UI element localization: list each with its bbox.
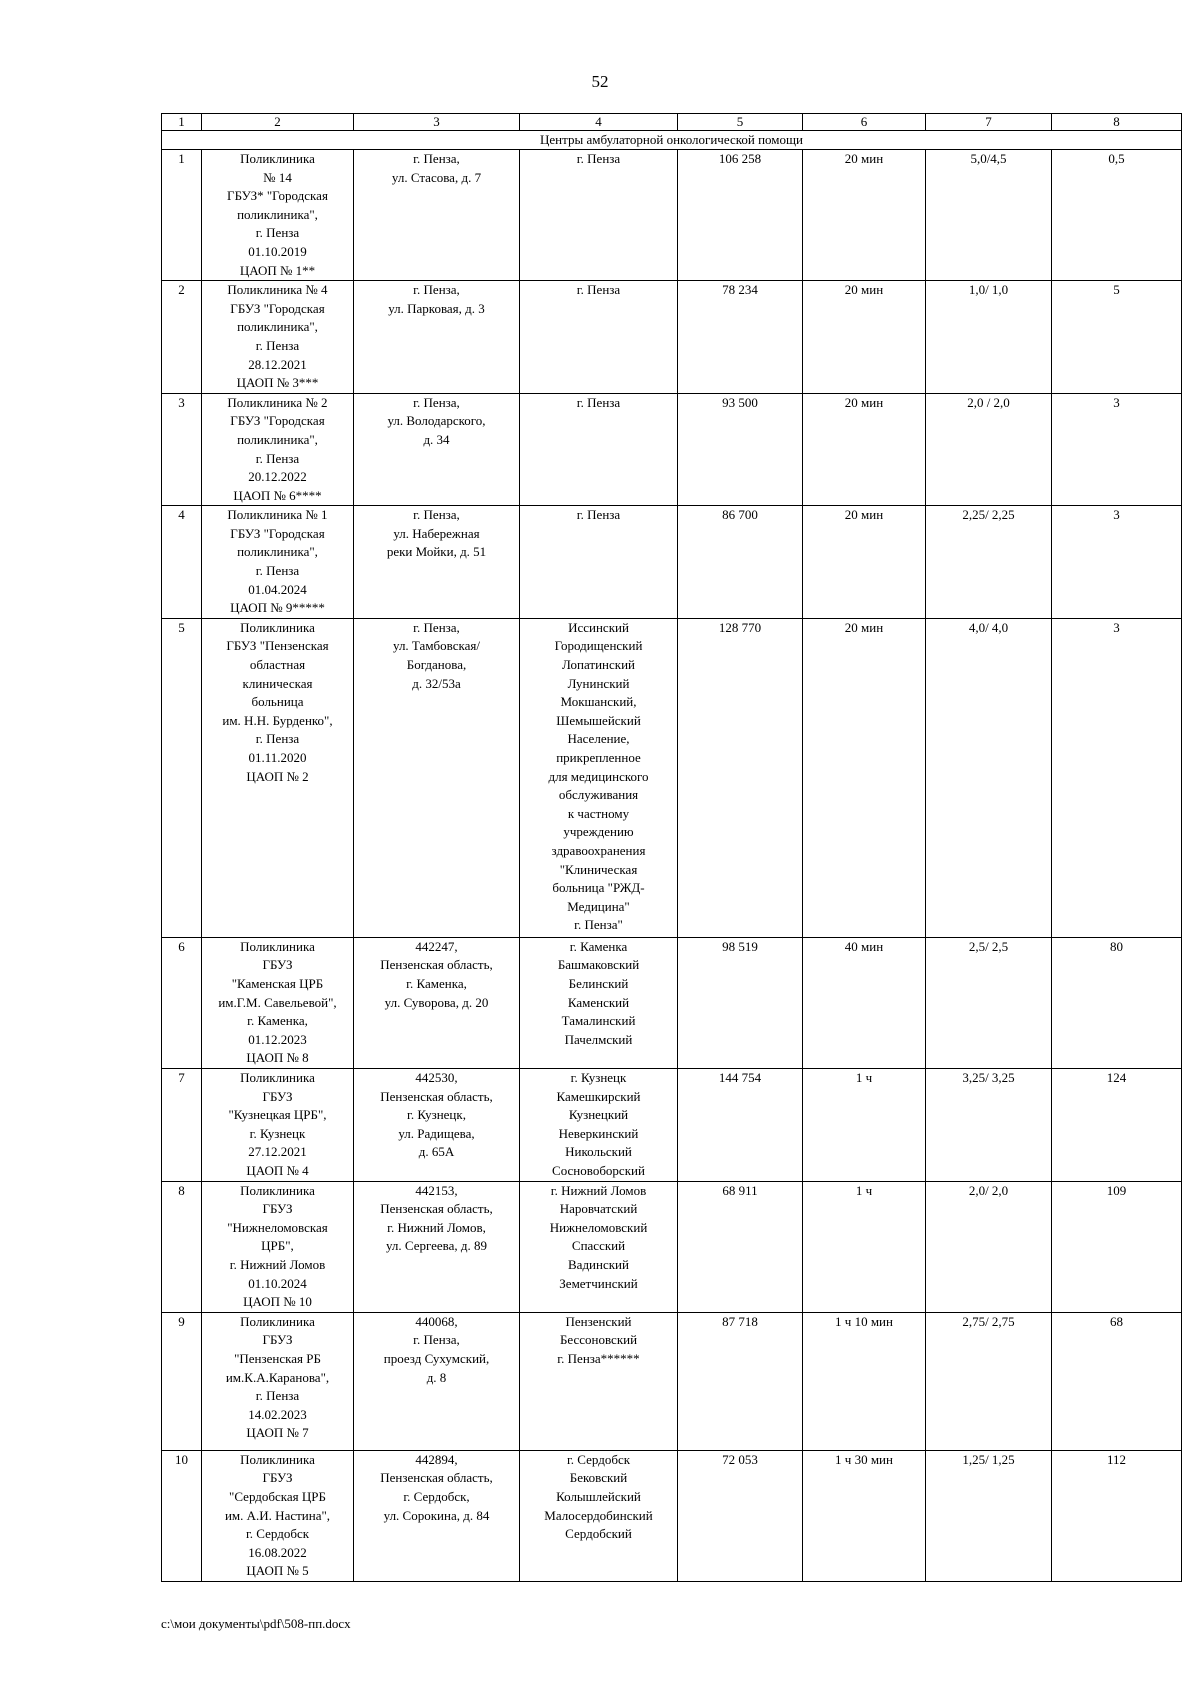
column-number: 2: [202, 114, 354, 131]
ratio-cell: 2,5/ 2,5: [926, 937, 1052, 1068]
table-row: [162, 1069, 1182, 1182]
address-cell: 442530, Пензенская область, г. Кузнецк, ул. Радищева, д. 65А: [354, 1069, 520, 1182]
ratio-cell: 2,0/ 2,0: [926, 1181, 1052, 1312]
table-row: [162, 937, 1182, 1068]
table-row: [162, 506, 1182, 619]
column-number: 3: [354, 114, 520, 131]
distance-cell: 3: [1052, 618, 1182, 937]
row-number: 4: [162, 506, 202, 619]
distance-cell: 80: [1052, 937, 1182, 1068]
footer-file-path: c:\мои документы\pdf\508-пп.docx: [161, 1616, 351, 1631]
distance-cell: 68: [1052, 1312, 1182, 1450]
row-number: 6: [162, 937, 202, 1068]
districts-cell: г. Пенза: [520, 281, 678, 394]
table-row: [162, 1181, 1182, 1312]
population-cell: 86 700: [678, 506, 803, 619]
column-number: 7: [926, 114, 1052, 131]
oncology-centers-table: [161, 113, 1182, 1582]
districts-cell: г. Пенза: [520, 506, 678, 619]
travel-time-cell: 20 мин: [803, 150, 926, 281]
ratio-cell: 2,25/ 2,25: [926, 506, 1052, 619]
row-number: 3: [162, 393, 202, 506]
address-cell: 442153, Пензенская область, г. Нижний Ломов, ул. Сергеева, д. 89: [354, 1181, 520, 1312]
section-header-row: [162, 131, 1182, 150]
ratio-cell: 2,0 / 2,0: [926, 393, 1052, 506]
population-cell: 72 053: [678, 1450, 803, 1581]
ratio-cell: 1,25/ 1,25: [926, 1450, 1052, 1581]
distance-cell: 5: [1052, 281, 1182, 394]
table-row: [162, 1312, 1182, 1450]
distance-cell: 3: [1052, 393, 1182, 506]
population-cell: 78 234: [678, 281, 803, 394]
column-number: 6: [803, 114, 926, 131]
institution-cell: Поликлиника ГБУЗ "Нижнеломовская ЦРБ", г. Нижний Ломов 01.10.2024 ЦАОП № 10: [202, 1181, 354, 1312]
travel-time-cell: 1 ч 30 мин: [803, 1450, 926, 1581]
distance-cell: 109: [1052, 1181, 1182, 1312]
table-row: [162, 1450, 1182, 1581]
address-cell: г. Пенза, ул. Набережная реки Мойки, д. 51: [354, 506, 520, 619]
population-cell: 98 519: [678, 937, 803, 1068]
column-number: 4: [520, 114, 678, 131]
districts-cell: Иссинский Городищенский Лопатинский Лунинский Мокшанский, Шемышейский Население, прикрепленное для медицинского обслуживания к частному учреждению здравоохранения "Клиническая больница "РЖД- Медицина" г. Пенза": [520, 618, 678, 937]
ratio-cell: 3,25/ 3,25: [926, 1069, 1052, 1182]
column-number-row: [162, 114, 1182, 131]
table-row: [162, 393, 1182, 506]
address-cell: г. Пенза, ул. Парковая, д. 3: [354, 281, 520, 394]
population-cell: 106 258: [678, 150, 803, 281]
table-row: [162, 150, 1182, 281]
row-number: 5: [162, 618, 202, 937]
institution-cell: Поликлиника № 14 ГБУЗ* "Городская поликлиника", г. Пенза 01.10.2019 ЦАОП № 1**: [202, 150, 354, 281]
institution-cell: Поликлиника ГБУЗ "Пензенская областная клиническая больница им. Н.Н. Бурденко", г. Пенза 01.11.2020 ЦАОП № 2: [202, 618, 354, 937]
districts-cell: г. Пенза: [520, 393, 678, 506]
ratio-cell: 2,75/ 2,75: [926, 1312, 1052, 1450]
travel-time-cell: 40 мин: [803, 937, 926, 1068]
institution-cell: Поликлиника ГБУЗ "Сердобская ЦРБ им. А.И. Настина", г. Сердобск 16.08.2022 ЦАОП № 5: [202, 1450, 354, 1581]
travel-time-cell: 20 мин: [803, 618, 926, 937]
distance-cell: 112: [1052, 1450, 1182, 1581]
address-cell: г. Пенза, ул. Тамбовская/ Богданова, д. 32/53а: [354, 618, 520, 937]
distance-cell: 3: [1052, 506, 1182, 619]
travel-time-cell: 20 мин: [803, 281, 926, 394]
ratio-cell: 1,0/ 1,0: [926, 281, 1052, 394]
institution-cell: Поликлиника № 1 ГБУЗ "Городская поликлиника", г. Пенза 01.04.2024 ЦАОП № 9*****: [202, 506, 354, 619]
row-number: 8: [162, 1181, 202, 1312]
row-number: 1: [162, 150, 202, 281]
districts-cell: г. Нижний Ломов Наровчатский Нижнеломовский Спасский Вадинский Земетчинский: [520, 1181, 678, 1312]
ratio-cell: 4,0/ 4,0: [926, 618, 1052, 937]
table-row: [162, 618, 1182, 937]
districts-cell: г. Пенза: [520, 150, 678, 281]
population-cell: 144 754: [678, 1069, 803, 1182]
distance-cell: 124: [1052, 1069, 1182, 1182]
travel-time-cell: 20 мин: [803, 393, 926, 506]
row-number: 9: [162, 1312, 202, 1450]
districts-cell: г. Кузнецк Камешкирский Кузнецкий Неверкинский Никольский Сосновоборский: [520, 1069, 678, 1182]
districts-cell: г. Каменка Башмаковский Белинский Каменский Тамалинский Пачелмский: [520, 937, 678, 1068]
column-number: 5: [678, 114, 803, 131]
districts-cell: Пензенский Бессоновский г. Пенза******: [520, 1312, 678, 1450]
table-row: [162, 281, 1182, 394]
column-number: 1: [162, 114, 202, 131]
institution-cell: Поликлиника ГБУЗ "Пензенская РБ им.К.А.Каранова", г. Пенза 14.02.2023 ЦАОП № 7: [202, 1312, 354, 1450]
row-number: 2: [162, 281, 202, 394]
distance-cell: 0,5: [1052, 150, 1182, 281]
institution-cell: Поликлиника ГБУЗ "Каменская ЦРБ им.Г.М. Савельевой", г. Каменка, 01.12.2023 ЦАОП № 8: [202, 937, 354, 1068]
institution-cell: Поликлиника ГБУЗ "Кузнецкая ЦРБ", г. Кузнецк 27.12.2021 ЦАОП № 4: [202, 1069, 354, 1182]
page-number: 52: [591, 72, 609, 91]
institution-cell: Поликлиника № 2 ГБУЗ "Городская поликлиника", г. Пенза 20.12.2022 ЦАОП № 6****: [202, 393, 354, 506]
column-number: 8: [1052, 114, 1182, 131]
address-cell: г. Пенза, ул. Володарского, д. 34: [354, 393, 520, 506]
address-cell: г. Пенза, ул. Стасова, д. 7: [354, 150, 520, 281]
travel-time-cell: 1 ч 10 мин: [803, 1312, 926, 1450]
population-cell: 87 718: [678, 1312, 803, 1450]
institution-cell: Поликлиника № 4 ГБУЗ "Городская поликлиника", г. Пенза 28.12.2021 ЦАОП № 3***: [202, 281, 354, 394]
population-cell: 68 911: [678, 1181, 803, 1312]
districts-cell: г. Сердобск Бековский Колышлейский Малосердобинский Сердобский: [520, 1450, 678, 1581]
row-number: 10: [162, 1450, 202, 1581]
population-cell: 128 770: [678, 618, 803, 937]
address-cell: 440068, г. Пенза, проезд Сухумский, д. 8: [354, 1312, 520, 1450]
travel-time-cell: 1 ч: [803, 1181, 926, 1312]
ratio-cell: 5,0/4,5: [926, 150, 1052, 281]
section-title: Центры амбулаторной онкологической помощи: [162, 131, 1182, 150]
travel-time-cell: 1 ч: [803, 1069, 926, 1182]
address-cell: 442247, Пензенская область, г. Каменка, ул. Суворова, д. 20: [354, 937, 520, 1068]
population-cell: 93 500: [678, 393, 803, 506]
travel-time-cell: 20 мин: [803, 506, 926, 619]
row-number: 7: [162, 1069, 202, 1182]
address-cell: 442894, Пензенская область, г. Сердобск, ул. Сорокина, д. 84: [354, 1450, 520, 1581]
